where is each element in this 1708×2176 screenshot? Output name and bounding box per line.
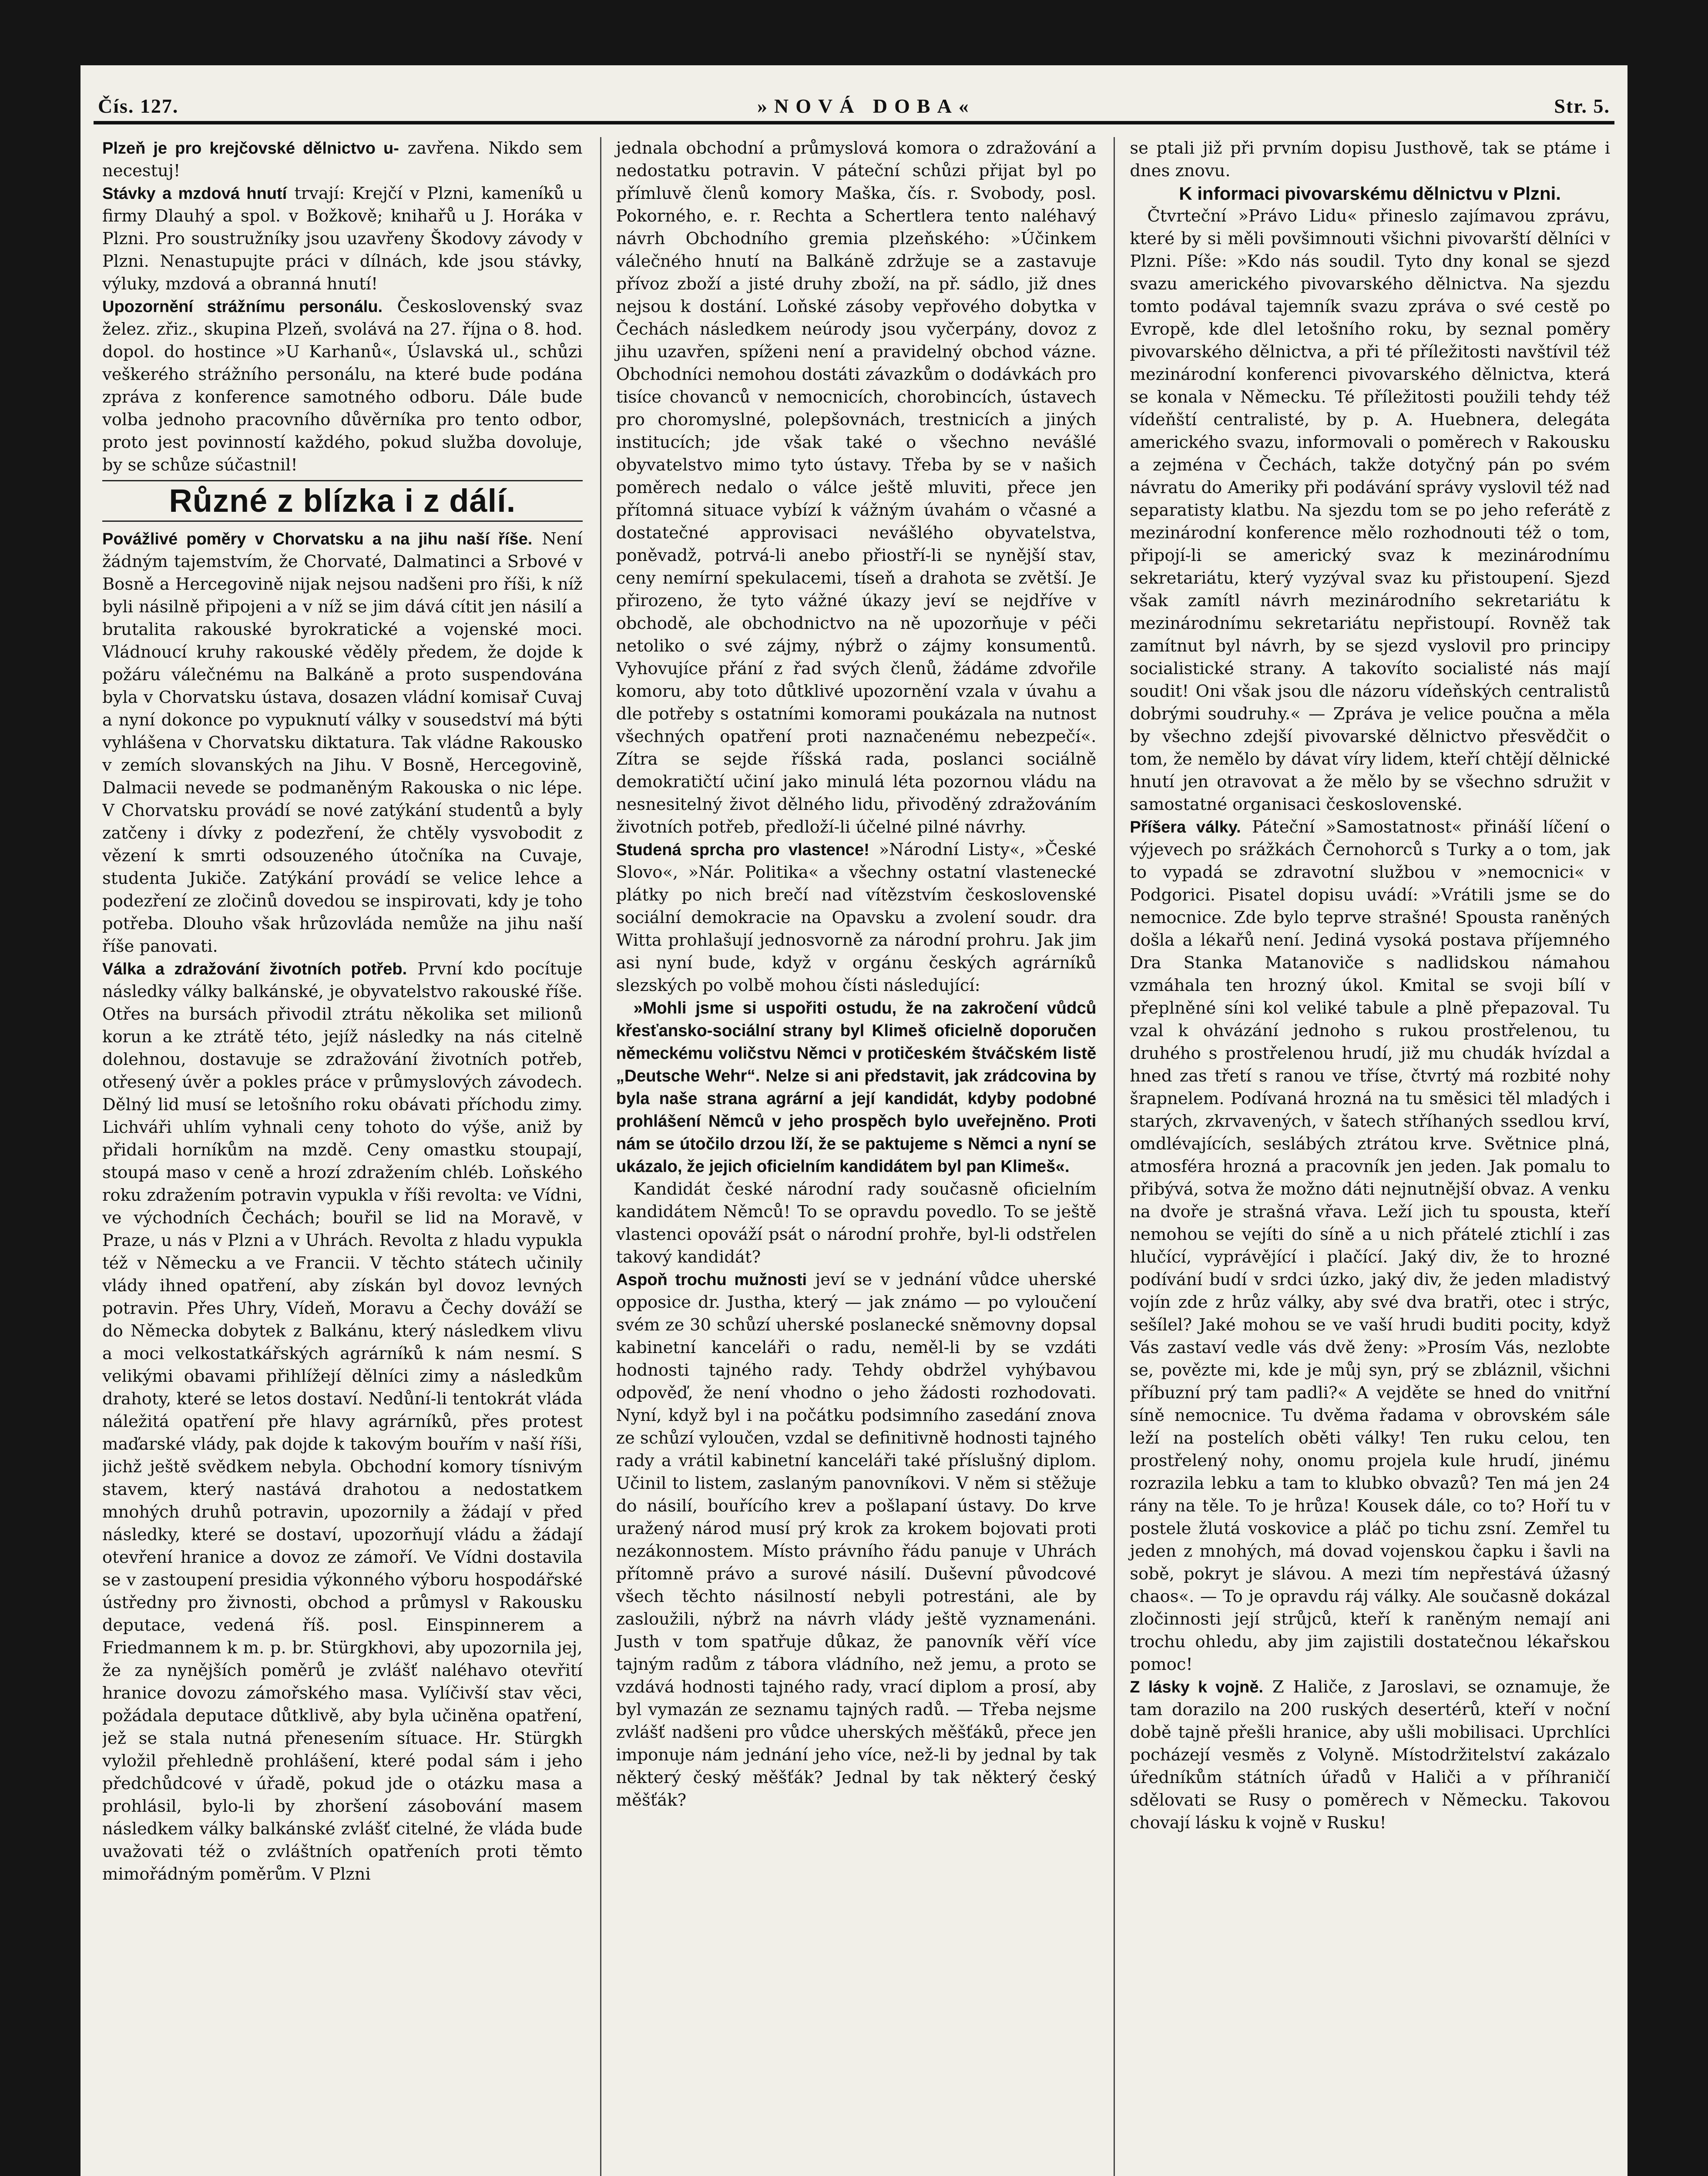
article-body: Kandidát české národní rady současně oficielním kandidátem Němců! To se opravdu povedlo. To se ještě vlastenci opováží psát o národní prohře, byl-li odstřelen takový kandidát?	[616, 1179, 1097, 1267]
page-number: Str. 5.	[1554, 95, 1610, 117]
columns	[102, 137, 1610, 2176]
article-heading: Stávky a mzdová hnutí	[102, 185, 287, 203]
header-rule	[94, 121, 1614, 124]
newspaper-page	[81, 65, 1627, 2176]
article-body: Páteční »Samostatnost« přináší líčení o výjevech po srážkách Černohorců s Turky a o tom, jak to vypadá se zdravotní službou v »nemocnici« v Podgorici. Pisatel dopisu uvádí: »Vrátili jsme se do nemocnice. Zde bylo teprve strašné! Spousta raněných došla a lékařů není. Jediná vysoká postava příjemného Dra Stanka Matanoviče s nadlidskou námahou vzmáhala ten hrozný úkol. Kmital se svoji bílí v přeplněné síni kol veliké tabule a plně přepazoval. Tu vzal k ohvázání jednoho s rukou prostřelenou, tu druhého s prostřelenou hrudí, již mu chudák hvízdal a hned zas třetí s ranou ve tříse, čtvrtý má rozbité nohy šrapnelem. Podívaná hrozná na tu směsici těl mladých i starých, zkrvavených, v šatech stříhaných ssedlou krví, omdlévajících, seslábých ztrátou krve. Světnice plná, atmosféra hrozná a pracovník jen jeden. Jak pomalu to přibývá, sotva že možno dáti nejnutnější obvaz. A venku na dvoře je strašná vřava. Leží jich tu spousta, kteří nemohou se vejíti do síně a u nich přátelé ztichlí i zas hlučící, vyprávějící i plačící. Jaký div, že to hrozné podívání budí v srdci úzko, jaký div, že jeden mladistvý vojín zde z hrůz války, aby své dva bratři, otec i strýc, sešílel? Jaké mohou se ve vaší hrudi buditi pocity, když Vás zastaví vedle vás dvě ženy: »Prosím Vás, nezlobte se, povězte mi, kde je můj syn, prý se zbláznil, všichni příbuzní prý tam padli?« A vejděte se hned do vnitřní síně nemocnice. Tu dvěma řadama v obrovském sále leží na postelích oběti války! Ten ruku celou, ten prostřelený nohy, onomu projela kule hrudí, jinému rozrazila lebku a tam to klubko obvazů? Ten má jen 24 rány na těle. To je hrůza! Kousek dále, co to? Hoří tu v postele žlutá voskovice a pláč po tichu zsní. Zemřel tu jeden z mnohých, má dovad vojenskou čapku i šavli na sobě, pokryt je slávou. A mezi tím nepřestává úžasný chaos«. — To je opravdu ráj války. Ale současně dokázal zločinnosti její strůjců, kteří k raněným nemají ani trochu ohledu, aby jim zajistili dostatečnou lékařskou pomoc!	[1130, 817, 1611, 1674]
article-heading: Upozornění strážnímu personálu.	[102, 298, 383, 316]
article-heading: Aspoň trochu mužnosti	[616, 1271, 807, 1289]
column-3	[1114, 137, 1610, 2176]
article-heading: Příšera války.	[1130, 818, 1241, 836]
article-heading: Studená sprcha pro vlastence!	[616, 841, 869, 859]
article-heading: Válka a zdražování životních potřeb.	[102, 960, 407, 978]
article-continuation: jednala obchodní a průmyslová komora o zdražování a nedostatku potravin. V páteční schůzi přijat byl po přímluvě členů komory Maška, čís. r. Svobody, posl. Pokorného, e. r. Rechta a Schertlera tento naléhavý návrh Obchodního gremia plzeňského: »Účinkem válečného hnutí na Balkáně zdržuje se a zastavuje přívoz zboží a jisté druhy zboží, na př. sádlo, již dnes nejsou k dostání. Loňské zásoby vepřového dobytka v Čechách následkem neúrody jsou vyčerpány, dovoz z jihu uzavřen, spíženi není a pravidelný obchod vázne. Obchodníci nemohou dostáti závazkům o dodávkách pro tisíce chovanců v nemocnicích, chorobincích, ústavech pro choromyslné, polepšovnách, trestnicích a jiných institucích; jde však také o všechno nevášlé obyvatelstvo mimo tyto ústavy. Třeba by se v našich poměrech nedalo o válce ještě mluviti, přece jen přítomná situace vybízí k vážným úvahám o včasné a dostatečné approvisaci nevášlého obyvatelstva, poněvadž, potrvá-li anebo přiostří-li se nynější stav, ceny nemírní spekulacemi, tíseň a drahota se zvětší. Je přirozeno, že tyto vážné úkazy jeví se nejdříve v obchodě, ale obchodnictvo na ně upozorňuje v péči netoliko o své zájmy, nýbrž o zájmy konsumentů. Vyhovujíce přání z řad svých členů, žádáme zdvořile komoru, aby toto důtklivé upozornění vzala v úvahu a dle potřeby s ostatními komorami poukázala na nutnost všechných opatření proti naznačenému nebezpečí«. Zítra se sejde říšská rada, poslanci sociálně demokratičtí učiní jako minulá léta pozornou vládu na nesnesitelný život dělného lidu, přivoděný zdražováním životních potřeb, předloží-li účelné pilné návrhy.	[616, 138, 1097, 837]
article-heading: Povážlivé poměry v Chorvatsku a na jihu naší říše.	[102, 530, 533, 548]
article-body: Není žádným tajemstvím, že Chorvaté, Dalmatinci a Srbové v Bosně a Hercegovině nijak nejsou nadšeni pro říši, k níž byli násilně připojeni a v níž se jim dává cítit jen násilí a brutalita rakouské byrokratické a vojenské moci. Vládnoucí kruhy rakouské věděly předem, že dojde k požáru válečnému na Balkáně a proto suspendována byla v Chorvatsku ústava, dosazen vládní komisař Cuvaj a nyní dokonce po vypuknutí války v sousedství má býti vyhlášena v Chorvatsku diktatura. Tak vládne Rakousko v zemích slovanských na Jihu. V Bosně, Hercegovině, Dalmacii nevede se podmaněným Rakouska o nic lépe. V Chorvatsku provádí se nové zatýkání studentů a byly zatčeny i dívky z podezření, že chtěly vysvobodit z vězení k smrti odsouzeného útočníka na Cuvaje, studenta Jukiče. Zatýkání provádí se velice lehce a podezření ze zločinů dovedou se inspirovati, kdy je toho potřeba. Dlouho však hrůzovláda nemůže na jihu naší říše panovati.	[102, 529, 583, 956]
article-body: Čtvrteční »Právo Lidu« přineslo zajímavou zprávu, které by si měli povšimnouti všichni pivovarští dělníci v Plzni. Píše: »Kdo nás soudil. Tyto dny konal se sjezd svazu amerického pivovarského dělnictva. Na sjezdu tomto podával tajemník svazu zpráva o své cestě po Evropě, kde dlel letošního roku, by seznal poměry pivovarského dělnictva, a při té příležitosti navštívil též mezinárodní konferenci pivovarského dělnictva, která se konala v Německu. Té příležitosti použili tehdy též vídeňští centralisté, by p. A. Huebnera, delegáta amerického svazu, informovali o poměrech v Rakousku a zejména v Čechách, takže dotyčný pán po svém návratu do Ameriky při podávání správy vyslovil též nad separatisty klatbu. Na sjezdu tom se po jeho referátě z mezinárodní konference mělo rozhodnouti též o tom, připojí-li se americký svaz k mezinárodnímu sekretariátu, který vyzýval svaz ku přistoupení. Sjezd však zamítl návrh mezinárodního sekretariátu k mezinárodnímu sekretariátu nepřistoupí. Rovněž tak zamítnut byl návrh, by se sjezd vyslovil pro principy socialistické strany. A takovíto socialisté nás mají soudit! Oni však jsou dle názoru vídeňských centralistů dobrými soudruhy.« — Zpráva je velice poučna a měla by všechno zdejší pivovarské dělnictvo přesvědčit o tom, že nemělo by dávat víry lidem, kteří chtějí dělnické hnutí jen otravovat a že mělo by se všechno sdružit v samostatné organisaci československé.	[1130, 206, 1611, 814]
article-body: jeví se v jednání vůdce uherské opposice dr. Justha, který — jak známo — po vyloučení svém ze 30 schůzí uherské poslanecké sněmovny dopsal kabinetní kanceláři o radu, neměl-li by se vzdáti hodnosti tajného rady. Tehdy obdržel vyhýbavou odpověď, že není vhodno o jeho žádosti rozhodovati. Nyní, když byl i na počátku podsimního zasedání znova ze schůzí vyloučen, vzdal se definitivně hodnosti tajného rady a vrátil kabinetní kanceláři také příslušný diplom. Učinil to listem, zaslaným panovníkovi. V něm si stěžuje do násilí, bouřícího krev a pošlapaní ústavy. Do krve uražený národ musí prý krok za krokem bojovati proti nezákonnostem. Místo právního řádu panuje v Uhrách přítomně právo a surové násilí. Duševní původcové všech těchto násilností nebyli potrestáni, ale by zasloužili, nýbrž na návrh vlády ještě vyznamenáni. Justh v tom spatřuje důkaz, že panovník věří více tajným radům z tábora vládního, než jemu, a proto se vzdává hodnosti tajného rady, vrací diplom a prosí, aby byl vymazán ze seznamu tajných radů. — Třeba nejsme zvlášť nadšeni pro vůdce uherských měšťáků, přece jen imponuje nám jednání jeho více, než-li by jednal by tak některý český měšťák? Jednal by tak některý český měšťák?	[616, 1270, 1097, 1810]
article-quote: »Mohli jsme si uspořiti ostudu, že na zakročení vůdců křesťansko-sociální strany byl Klimeš oficielně doporučen německému voličstvu Němci v protičeském štváčském listě „Deutsche Wehr“. Nelze si ani představit, jak zrádcovina by byla naše strana agrární a její kandidát, kdyby podobné prohlášení Němců v jeho prospěch bylo uveřejněno. Proti nám se útočilo drzou lží, že se paktujeme s Němci a nyní se ukázalo, že jejich oficielním kandidátem byl pan Klimeš«.	[616, 999, 1097, 1176]
article-heading: K informaci pivovarskému dělnictvu v Plzni.	[1179, 183, 1561, 204]
newspaper-title: »NOVÁ DOBA«	[757, 95, 976, 117]
article-body: První kdo pocítuje následky války balkánské, je obyvatelstvo rakouské říše. Otřes na bursách přivodil ztrátu několika set milionů korun a ke ztrátě této, jejíž následky na nás citelně dolehnou, dostavuje se zdražování životních potřeb, otřesený úvěr a pokles práce v průmyslových závodech. Dělný lid musí se letošního roku obávati příchodu zimy. Lichváři uhlím vyhnali ceny tohoto do výše, aniž by přidali horníkům na mzdě. Ceny omastku stoupají, stoupá maso v ceně a hrozí zdražením chléb. Loňského roku zdražením potravin vypukla v říši revolta: ve Vídni, ve východních Čechách; bouřil se lid na Moravě, v Praze, u nás v Plzni a v Uhrách. Revolta z hladu vypukla též v Německu a ve Francii. V těchto státech učinily vlády ihned opatření, aby získán byl dovoz levných potravin. Přes Uhry, Vídeň, Moravu a Čechy dováží se do Německa dobytek z Balkánu, který následkem vlivu a moci velkostatkářských agrárníků k nám nesmí. S velikými obavami přihlížejí dělníci zimy a následkům drahoty, které se letos dostaví. Nedůní-li tentokrát vláda náležitá opatření pře hlavy agrárníků, přes protest maďarské vlády, pak dojde k takovým bouřím v naší říši, jichž ještě svědkem nebyla. Obchodní komory tísnivým stavem, který nastává drahotou a nedostatkem mnohých druhů potravin, upozornily a žádají v před následky, které se dostaví, upozorňují vládu a žádají otevření hranice a dovoz ze zámoří. Ve Vídni dostavila se v zastoupení presidia výkonného výboru hospodářské ústředny pro živnosti, obchod a průmysl v Rakousku deputace, vedená říš. posl. Einspinnerem a Friedmannem k m. p. br. Stürgkhovi, aby upozornila jej, že za nynějších poměrů je zvlášť naléhavo otevřití hranice dovozu zámořského masa. Vylíčivší stav věci, požádala deputace důtklivě, aby byla učiněna opatření, jež se stala nutná přenesením sítuace. Hr. Stürgkh vyložil přehledně prohlášení, které podal sám i jeho předchůdcové v úřadě, pokud jde o otázku masa a prohlásil, bylo-li by zhoršení zásobování masem následkem války balkánské zvlášť citelné, že vláda bude uvažovati též o zvláštních opatřeních proti těmto mimořádným poměrům. V Plzni	[102, 959, 583, 1884]
section-heading: Různé z blízka i z dálí.	[102, 480, 583, 522]
article-heading: Z lásky k vojně.	[1130, 1678, 1264, 1696]
column-1	[102, 137, 583, 2176]
article-body: trvají: Krejčí v Plzni, kameníků u firmy Dlauhý a spol. v Božkově; knihařů u J. Horáka v Plzni. Pro soustružníky jsou uzavřeny Škodovy závody v Plzni. Nenastupujte práci v dílnách, kde jsou stávky, výluky, mzdová a obranná hnutí!	[102, 184, 583, 294]
article-body: zavřena. Nikdo sem necestuj!	[102, 138, 583, 181]
article-body: Československý svaz želez. zřiz., skupina Plzeň, svolává na 27. října o 8. hod. dopol. do hostince »U Karhanů«, Úslavská ul., schůzi veškerého strážního personálu, na které bude podána zpráva z konference samotného odboru. Dále bude volba jednoho pracovního důvěrníka pro tento odbor, proto jest povinností každého, pokud služba dovoluje, by se schůze súčastnil!	[102, 297, 583, 475]
article-heading: Plzeň je pro krejčovské dělnictvo u-	[102, 139, 399, 158]
masthead	[98, 78, 1610, 118]
issue-number: Čís. 127.	[98, 95, 179, 117]
column-2	[600, 137, 1097, 2176]
article-body: »Národní Listy«, »České Slovo«, »Nár. Politika« a všechny ostatní vlastenecké plátky po nich brečí nad vítězstvím československé sociální demokracie na Opavsku a zvolení soudr. dra Witta prohlašují jednosvorně za národní prohru. Jak jim asi nyní bude, když v orgánu českých agrárníků slezských po volbě mohou čísti následující:	[616, 840, 1097, 995]
article-continuation: se ptali již při prvním dopisu Justhově, tak se ptáme i dnes znovu.	[1130, 138, 1611, 181]
article-body: Z Haliče, z Jaroslavi, se oznamuje, že tam dorazilo na 200 ruských desertérů, kteří v noční době tajně přešli hranice, aby ušli mobilisaci. Uprchlíci pocházejí vesměs z Volyně. Místodržitelství zakázalo úředníkům státních úřadů v Haliči a v příhraničí sdělovati se Rusy o poměrech v Německu. Takovou chovají lásku k vojně v Rusku!	[1130, 1677, 1611, 1833]
